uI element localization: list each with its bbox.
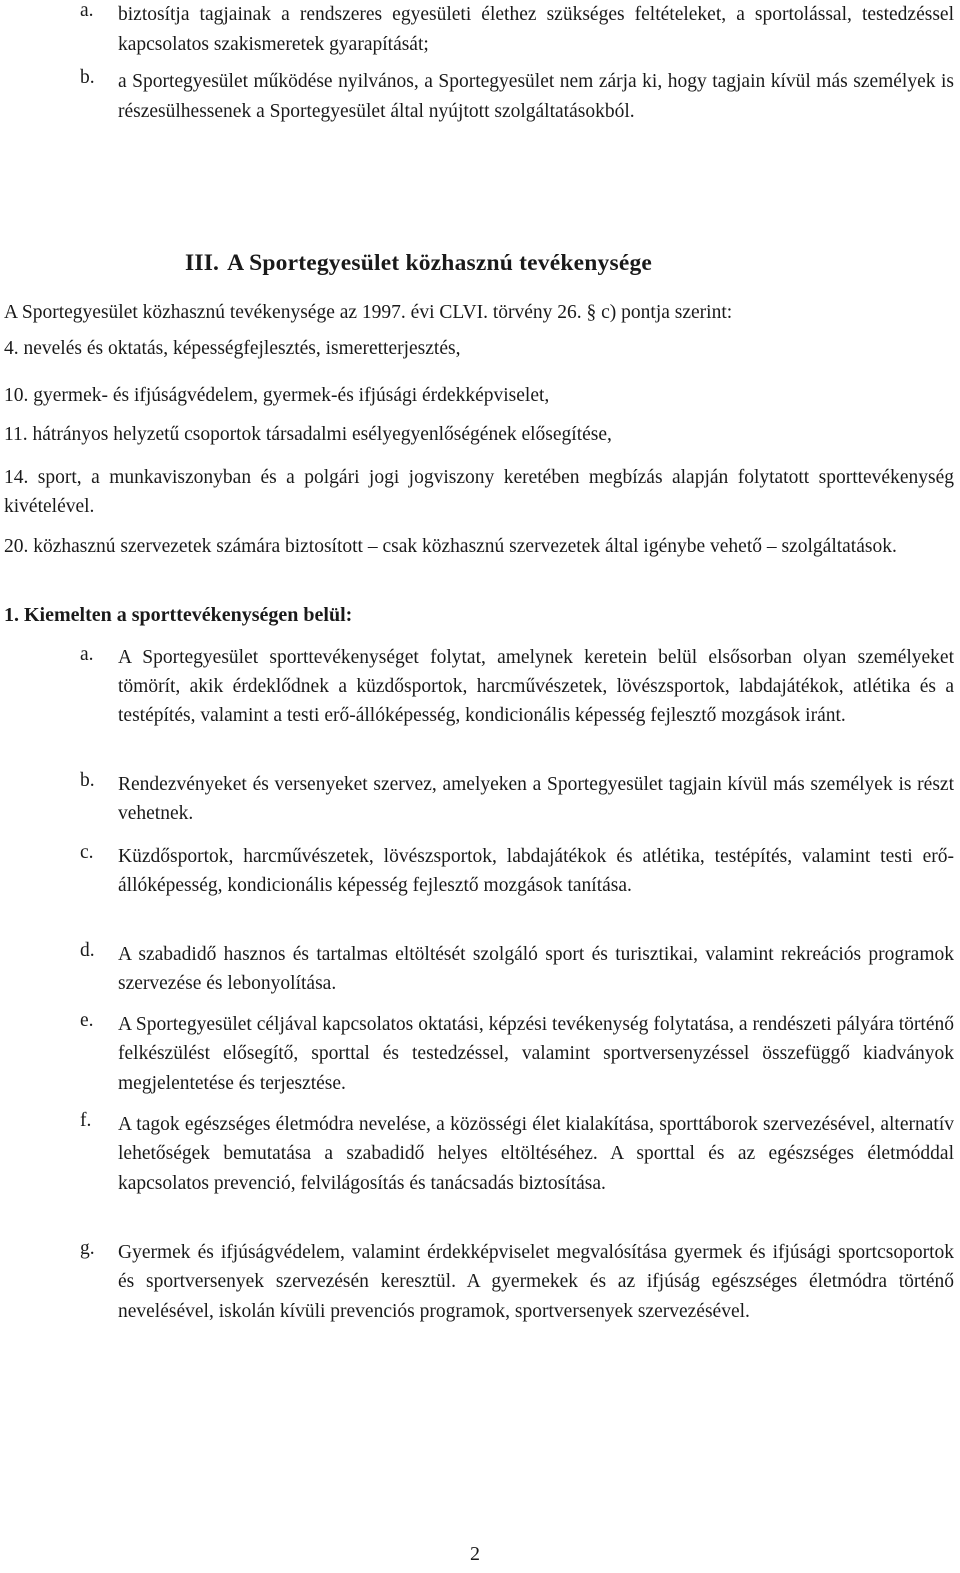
list-item [80,770,954,829]
list-item [80,0,954,59]
list-item-text: Rendezvényeket és versenyeket szervez, amelyeken a Sportegyesület tagjain kívül más személyek is részt vehetnek. [118,774,954,825]
activity-item: 14. sport, a munkaviszonyban és a polgári jogi jogviszony keretében megbízás alapján folytatott sporttevékenység kivételével. [4,467,954,518]
list-item [80,1110,954,1198]
list-item-text: Küzdősportok, harcművészetek, lövészsportok, labdajátékok és atlétika, testépítés, valamint testi erő-állóképesség, kondicionális képesség fejlesztő mozgások tanítása. [118,846,954,897]
activity-sublist [80,940,954,999]
list-item-text: A Sportegyesület céljával kapcsolatos oktatási, képzési tevékenység folytatása, a rendészeti pályára történő felkészülést elősegítő, sporttal és testedzéssel, valamint sportversenyzéssel összefüggő kiadványok megjelentetése és terjesztése. [118,1014,954,1094]
activity-sublist [80,1010,954,1098]
list-item-label: a. [80,644,94,665]
list-item-label: b. [80,770,95,791]
list-item-label: b. [80,67,95,88]
top-list [80,0,954,126]
list-item-text: A Sportegyesület sporttevékenységet folytat, amelynek keretein belül elsősorban olyan személyeket tömörít, akik érdeklődnek a küzdősportok, harcművészetek, lövészsportok, labdajátékok, atlétika és a testépítés, valamint a testi erő-állóképesség, kondicionális képesség fejlesztő mozgások iránt. [118,647,954,726]
activity-sublist [80,1238,954,1326]
activity-item: 10. gyermek- és ifjúságvédelem, gyermek-és ifjúsági érdekképviselet, [4,385,550,406]
list-item-text: A tagok egészséges életmódra nevelése, a közösségi élet kialakítása, sporttáborok szervezésével, alternatív lehetőségek bemutatása a szabadidő helyes eltöltéséhez. A sporttal és az egészséges életmóddal kapcsolatos prevenció, felvilágosítás és tanácsadás biztosítása. [118,1114,954,1194]
list-item-label: d. [80,940,95,961]
subheading: 1. Kiemelten a sporttevékenységen belül: [4,604,353,626]
list-item-label: e. [80,1010,94,1031]
page-number: 2 [470,1543,480,1565]
intro-paragraph: A Sportegyesület közhasznú tevékenysége az 1997. évi CLVI. törvény 26. § c) pontja szerint: [4,302,733,323]
list-item-text: Gyermek és ifjúságvédelem, valamint érdekképviselet megvalósítása gyermek és ifjúsági sportcsoportok és sportversenyek szervezésén keresztül. A gyermekek és az ifjúság egészséges életmódra történő nevelésével, iskolán kívüli prevenciós programok, sportversenyek szervezésével. [118,1242,954,1322]
list-item-label: a. [80,0,94,21]
list-item-text: biztosítja tagjainak a rendszeres egyesületi élethez szükséges feltételeket, a sportolással, testedzéssel kapcsolatos szakismeretek gyarapítását; [118,4,954,55]
activity-item: 11. hátrányos helyzetű csoportok társadalmi esélyegyenlőségének elősegítése, [4,424,612,445]
section-heading [185,250,885,277]
activity-sublist [80,644,954,730]
activity-sublist [80,770,954,829]
list-item-label: c. [80,842,94,863]
list-item [80,1238,954,1326]
activity-item: 4. nevelés és oktatás, képességfejlesztés, ismeretterjesztés, [4,338,461,359]
list-item [80,644,954,730]
list-item [80,1010,954,1098]
list-item [80,67,954,126]
list-item-text: a Sportegyesület működése nyilvános, a Sportegyesület nem zárja ki, hogy tagjain kívül más személyek is részesülhessenek a Sportegyesület által nyújtott szolgáltatásokból. [118,71,954,122]
section-title: A Sportegyesület közhasznú tevékenysége [227,250,653,276]
list-item-text: A szabadidő hasznos és tartalmas eltöltését szolgáló sport és turisztikai, valamint rekreációs programok szervezése és lebonyolítása. [118,944,954,995]
list-item-label: f. [80,1110,92,1131]
activity-item: 20. közhasznú szervezetek számára biztosított – csak közhasznú szervezetek által igénybe vehető – szolgáltatások. [4,536,897,557]
activity-sublist [80,1110,954,1198]
list-item [80,940,954,999]
list-item-label: g. [80,1238,95,1259]
section-number: III. [185,250,220,276]
list-item [80,842,954,901]
activity-sublist [80,842,954,901]
